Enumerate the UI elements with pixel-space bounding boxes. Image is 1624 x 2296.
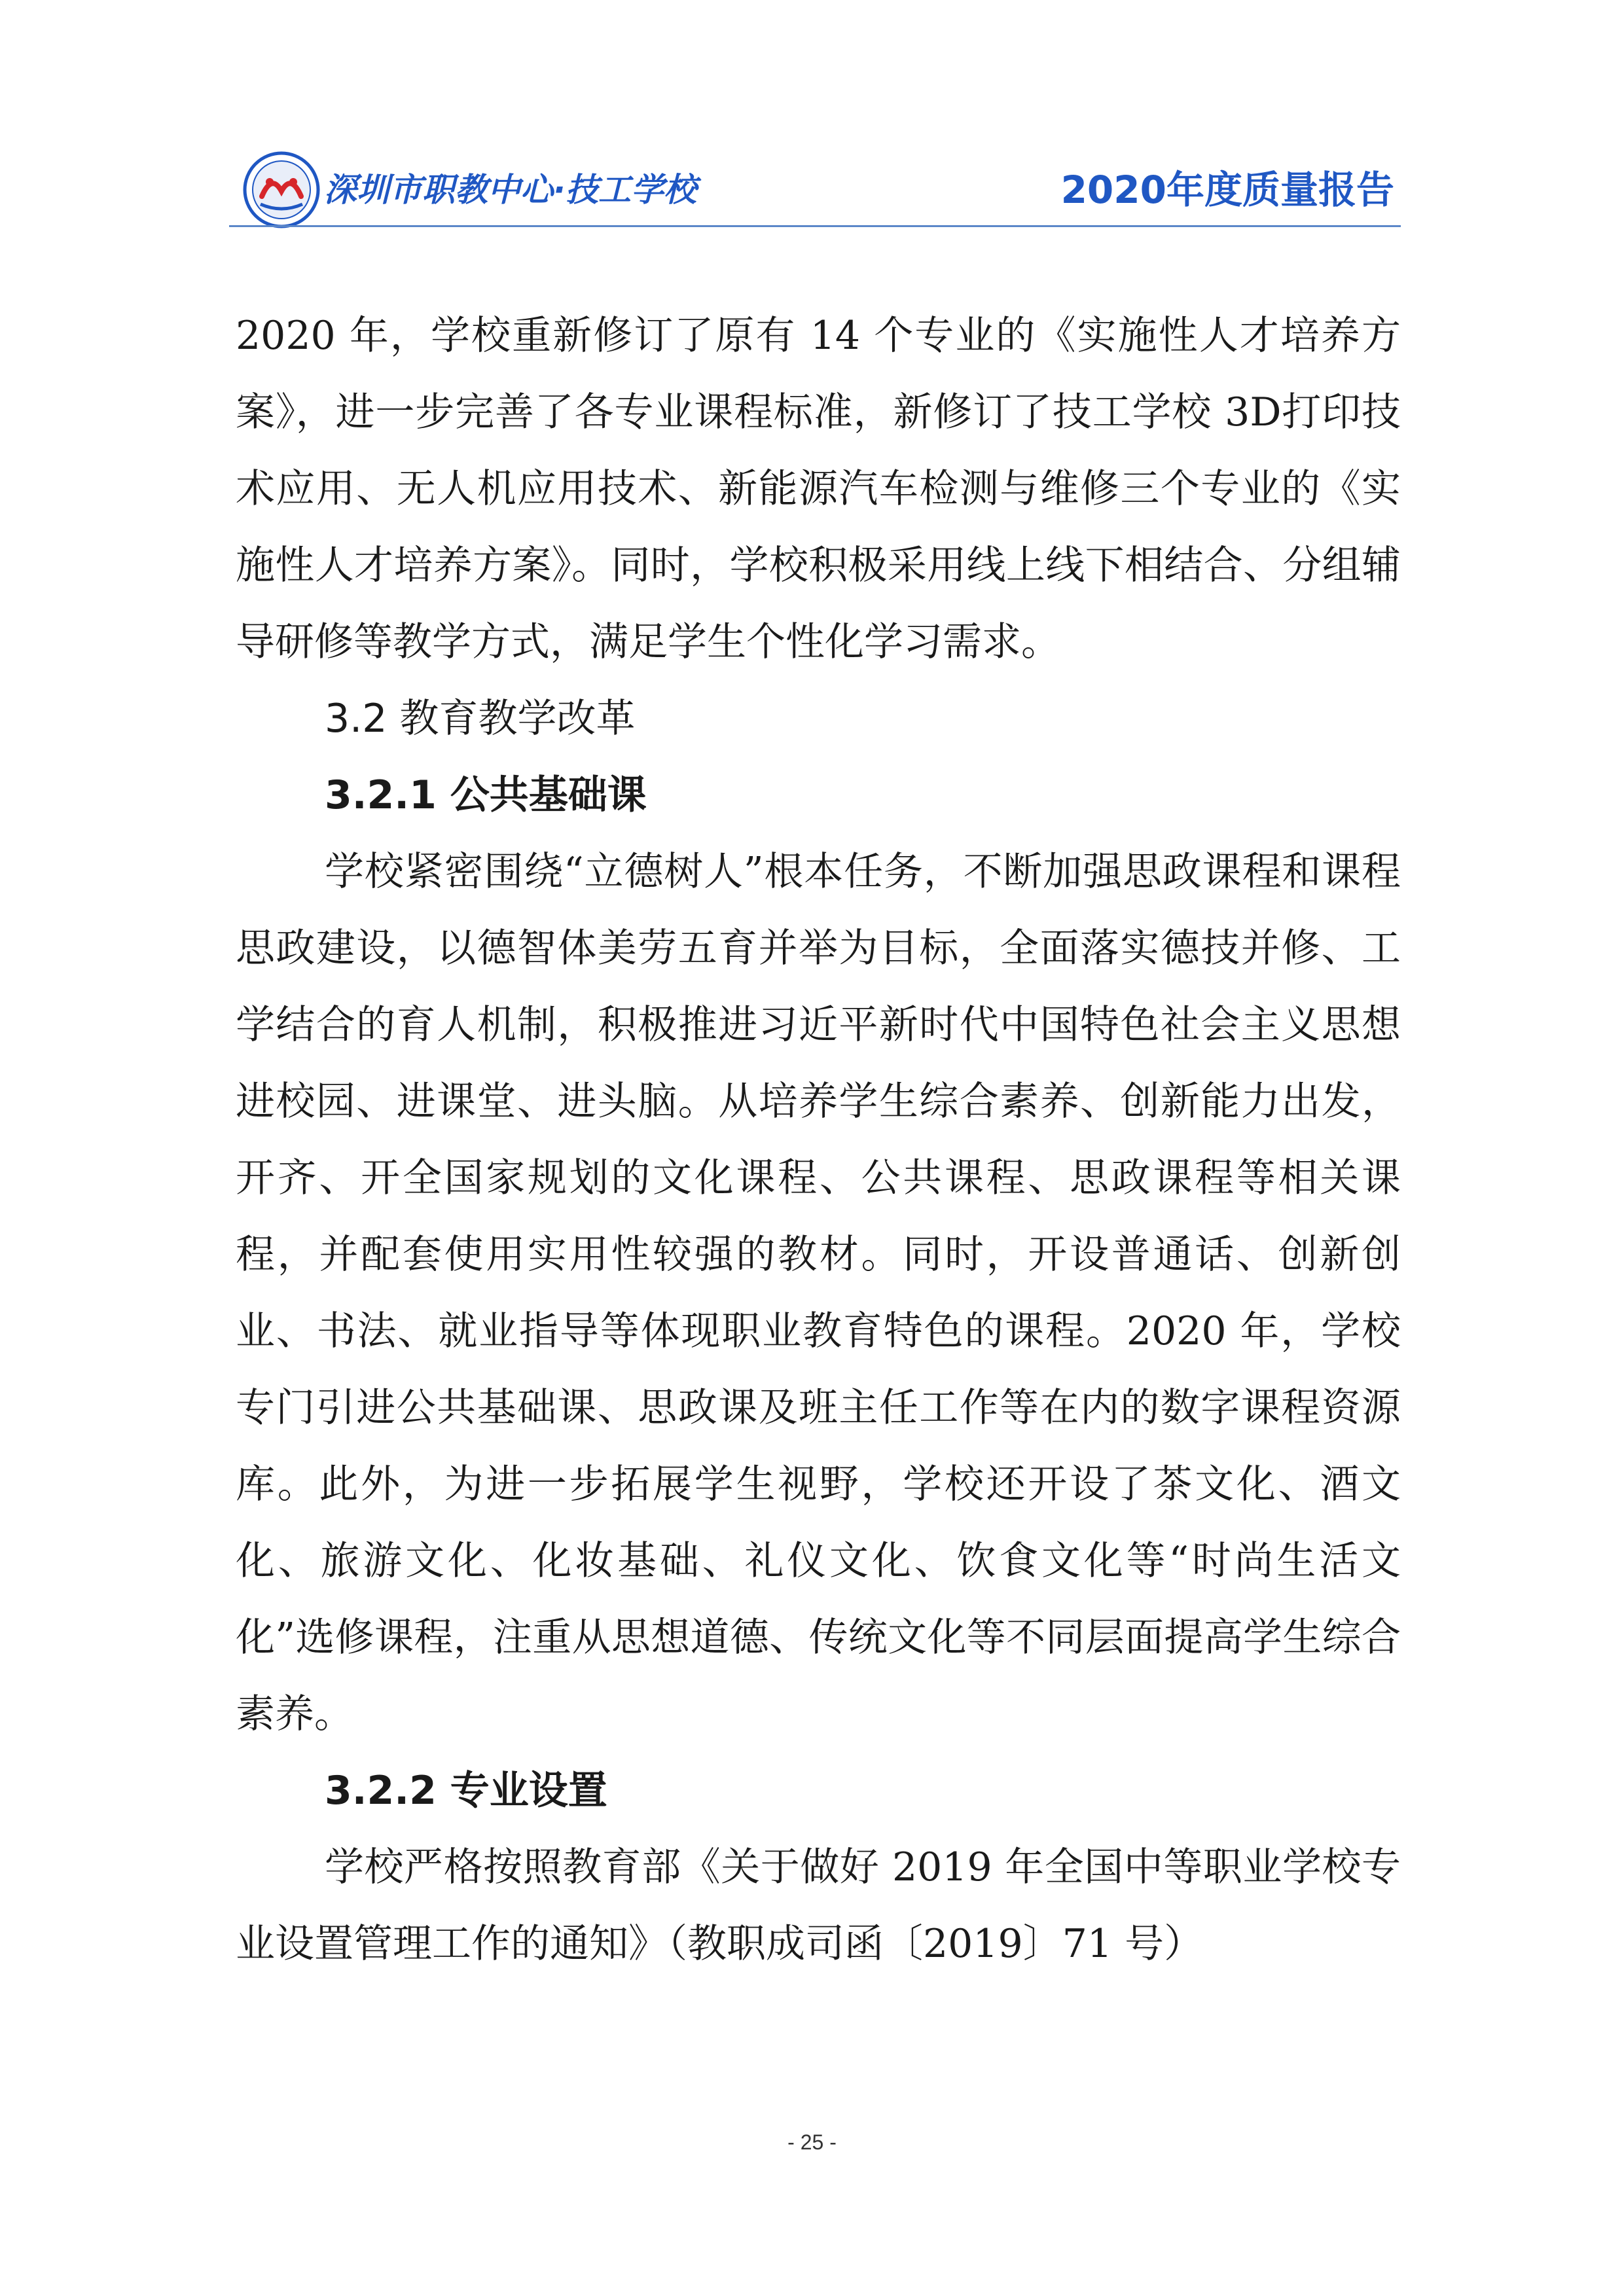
school-logo-icon — [242, 151, 321, 229]
section-heading-3-2: 3.2 教育教学改革 — [325, 696, 636, 742]
paragraph-curriculum-revision: 2020 年，学校重新修订了原有 14 个专业的《实施性人才培养方案》，进一步完善了各专业课程标准，新修订了技工学校 3D打印技术应用、无人机应用技术、新能源汽车检测与维修三个专业的《实施性人才培养方案》。同时，学校积极采用线上线下相结合、分组辅导研修等教学方式，满足学生个性化学习需求。 — [236, 313, 1401, 665]
paragraph-major-setting: 学校严格按照教育部《关于做好 2019 年全国中等职业学校专业设置管理工作的通知》（教职成司函〔2019〕71 号） — [236, 1844, 1401, 1967]
report-title: 2020年度质量报告 — [1060, 168, 1394, 212]
school-name: 深圳市职教中心·技工学校 — [324, 171, 696, 209]
section-heading-3-2-1: 3.2.1 公共基础课 — [325, 772, 647, 818]
paragraph-public-courses: 学校紧密围绕“立德树人”根本任务，不断加强思政课程和课程思政建设，以德智体美劳五育并举为目标，全面落实德技并修、工学结合的育人机制，积极推进习近平新时代中国特色社会主义思想进校园、进课堂、进头脑。从培养学生综合素养、创新能力出发，开齐、开全国家规划的文化课程、公共课程、思政课程等相关课程，并配套使用实用性较强的教材。同时，开设普通话、创新创业、书法、就业指导等体现职业教育特色的课程。2020 年，学校专门引进公共基础课、思政课及班主任工作等在内的数字课程资源库。此外，为进一步拓展学生视野，学校还开设了茶文化、酒文化、旅游文化、化妆基础、礼仪文化、饮食文化等“时尚生活文化”选修课程，注重从思想道德、传统文化等不同层面提高学生综合素养。 — [236, 849, 1401, 1737]
header-divider — [229, 225, 1401, 227]
page-number: - 25 - — [787, 2130, 837, 2154]
page-header — [229, 141, 1401, 236]
section-heading-3-2-2: 3.2.2 专业设置 — [325, 1768, 607, 1814]
document-body — [236, 298, 1401, 1982]
